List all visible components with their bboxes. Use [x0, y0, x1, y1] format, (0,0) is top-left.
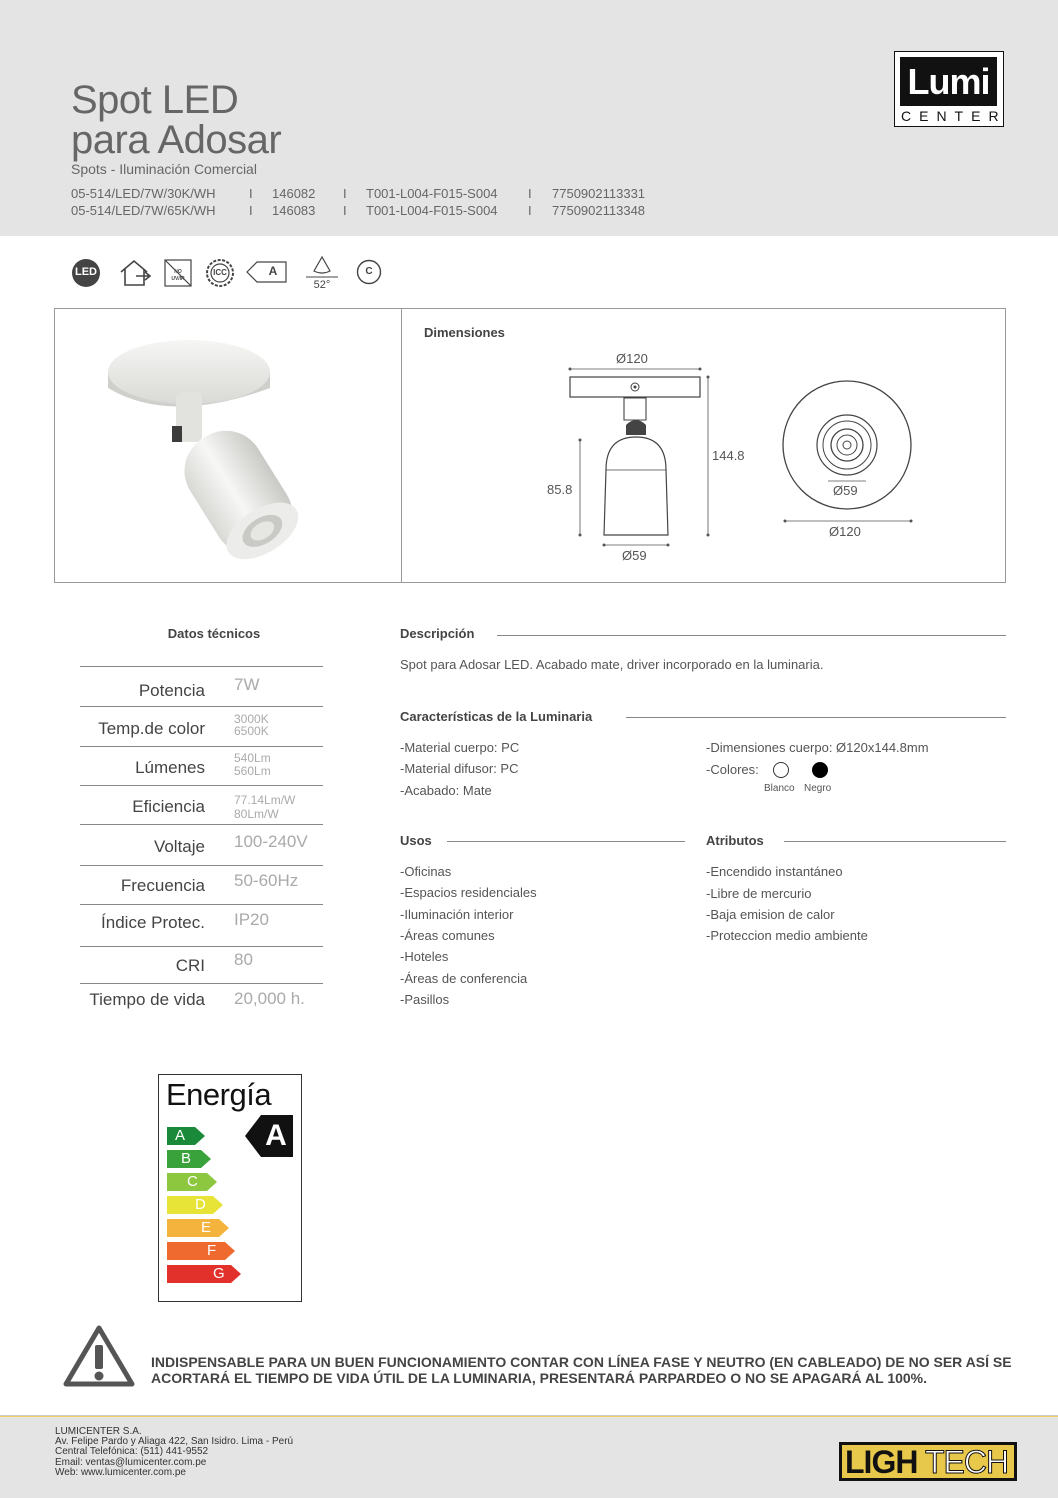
energy-class-bar	[167, 1242, 235, 1260]
separator: I	[343, 186, 347, 201]
separator: I	[528, 203, 532, 218]
feature-dimensions: -Dimensiones cuerpo: Ø120x144.8mm	[706, 740, 929, 755]
no-uv-ir-label: UV/IR	[171, 276, 185, 282]
tech-data-title: Datos técnicos	[167, 626, 261, 641]
c-label: C	[365, 266, 373, 277]
tech-value: 80	[234, 950, 253, 969]
separator: I	[528, 186, 532, 201]
tech-value: 80Lm/W	[234, 807, 279, 821]
tech-label: Lúmenes	[135, 758, 205, 777]
dimension-top-diameter: Ø120	[616, 351, 648, 366]
tech-label: Voltaje	[153, 837, 205, 856]
footer-address: Av. Felipe Pardo y Aliaga 422, San Isidro. Lima - Perú	[55, 1436, 294, 1447]
section-divider	[784, 841, 1006, 842]
lightech-logo-text: LIGH	[845, 1444, 918, 1480]
header	[0, 0, 1058, 236]
tech-value: IP20	[234, 910, 269, 929]
energy-class-label: G	[213, 1265, 225, 1282]
tech-value: 50-60Hz	[234, 871, 299, 890]
dimension-base-diameter: Ø120	[829, 524, 861, 539]
dimension-height-body: 85.8	[547, 482, 573, 497]
footer-email: Email: ventas@lumicenter.com.pe	[55, 1457, 207, 1468]
energy-class-bar	[167, 1150, 211, 1168]
led-icon-label: LED	[75, 266, 97, 278]
atributos-title: Atributos	[706, 833, 764, 848]
dimension-height-total: 144.8	[712, 448, 745, 463]
dimensions-title: Dimensiones	[424, 325, 505, 340]
atributos-item: -Encendido instantáneo	[706, 864, 843, 879]
model-code: 05-514/LED/7W/65K/WH	[71, 203, 216, 218]
tech-label: Potencia	[138, 681, 205, 700]
ean-code: 7750902113348	[552, 203, 646, 218]
color-white-label: Blanco	[764, 783, 795, 794]
footer-company: LUMICENTER S.A.	[55, 1426, 142, 1437]
icc-label: ICC	[213, 268, 227, 277]
energy-class-arrow	[167, 1219, 229, 1237]
product-subtitle: Spots - Iluminación Comercial	[71, 161, 257, 177]
no-uv-ir-icon	[163, 258, 193, 288]
lightech-logo	[839, 1442, 1017, 1481]
description-text: Spot para Adosar LED. Acabado mate, driver incorporado en la luminaria.	[400, 657, 824, 672]
energy-class-bar	[167, 1173, 217, 1191]
separator: I	[249, 203, 253, 218]
energy-class-bar	[167, 1219, 229, 1237]
energy-class-label: A	[268, 264, 278, 278]
features-title: Características de la Luminaria	[400, 709, 593, 724]
product-title-line1: Spot LED	[71, 78, 239, 122]
tech-label: CRI	[175, 956, 205, 975]
model-code: 05-514/LED/7W/30K/WH	[71, 186, 216, 201]
energy-class-label: C	[187, 1173, 198, 1190]
usos-item: -Hoteles	[400, 949, 449, 964]
tech-row	[80, 946, 323, 985]
usos-item: -Áreas comunes	[400, 928, 495, 943]
warning-line: INDISPENSABLE PARA UN BUEN FUNCIONAMIENTO CONTAR CON LÍNEA FASE Y NEUTRO (EN CABLEADO) DE NO SER ASÍ SE	[151, 1354, 1012, 1370]
c-certification-icon	[356, 259, 382, 285]
energy-class-label: D	[195, 1196, 206, 1213]
separator: I	[249, 186, 253, 201]
footer-phone: Central Telefónica: (511) 441-9552	[55, 1446, 209, 1457]
feature-item: -Material difusor: PC	[400, 761, 519, 776]
usos-item: -Áreas de conferencia	[400, 971, 528, 986]
footer-accent-line	[0, 1416, 1058, 1417]
energy-class-bar	[167, 1127, 205, 1145]
energy-class-icon	[246, 261, 288, 283]
color-black-label: Negro	[804, 783, 832, 794]
tech-row	[80, 746, 323, 785]
item-code: 146082	[272, 186, 316, 201]
dimension-bottom-diameter: Ø59	[622, 548, 647, 563]
logo-top-text: Lumi	[900, 57, 997, 106]
feature-item: -Acabado: Mate	[400, 783, 492, 798]
tech-value: 77.14Lm/W	[234, 793, 296, 807]
energy-title: Energía	[166, 1077, 272, 1112]
tech-value: 6500K	[234, 724, 269, 738]
section-divider	[447, 841, 685, 842]
atributos-item: -Libre de mercurio	[706, 886, 812, 901]
ean-code: 7750902113331	[552, 186, 646, 201]
energy-class-bar	[167, 1265, 241, 1283]
energy-class-label: F	[207, 1242, 217, 1259]
no-uv-ir-label: NO	[174, 269, 182, 275]
dimension-lens-diameter: Ø59	[833, 483, 858, 498]
tech-label: Eficiencia	[132, 797, 205, 816]
energy-class-arrow	[167, 1242, 235, 1260]
energy-class-bar	[167, 1196, 223, 1214]
tech-row	[80, 666, 323, 705]
tech-value: 7W	[234, 675, 260, 694]
atributos-item: -Proteccion medio ambiente	[706, 928, 868, 943]
beam-angle-icon	[304, 254, 340, 294]
tech-row	[80, 785, 323, 824]
tech-value: 560Lm	[234, 764, 271, 778]
atributos-item: -Baja emision de calor	[706, 907, 835, 922]
item-code: 146083	[272, 203, 316, 218]
usos-item: -Pasillos	[400, 992, 450, 1007]
tech-label: Temp.de color	[98, 719, 205, 738]
energy-label	[158, 1074, 302, 1302]
footer-web: Web: www.lumicenter.com.pe	[55, 1467, 186, 1478]
reference-code: T001-L004-F015-S004	[366, 203, 498, 218]
tech-label: Frecuencia	[120, 876, 205, 895]
tech-label: Tiempo de vida	[89, 990, 205, 1009]
section-divider	[626, 717, 1006, 718]
tech-row	[80, 706, 323, 745]
feature-colors-label: -Colores:	[706, 762, 759, 777]
icc-certification-icon	[205, 258, 235, 288]
description-title: Descripción	[400, 626, 475, 641]
warning-icon	[63, 1325, 135, 1387]
energy-rating-badge	[245, 1115, 293, 1157]
tech-row	[80, 983, 323, 1022]
energy-class-arrow	[167, 1127, 205, 1145]
usos-item: -Iluminación interior	[400, 907, 514, 922]
warning-text	[151, 1354, 1031, 1386]
tech-value: 3000K	[234, 712, 269, 726]
feature-item: -Material cuerpo: PC	[400, 740, 520, 755]
energy-class-arrow	[167, 1265, 241, 1283]
energy-rating-label: A	[265, 1119, 287, 1152]
led-icon	[71, 258, 101, 288]
color-swatch-black	[812, 762, 828, 778]
tech-row	[80, 824, 323, 863]
usos-item: -Espacios residenciales	[400, 885, 537, 900]
warning-line: ACORTARÁ EL TIEMPO DE VIDA ÚTIL DE LA LUMINARIA, PRESENTARÁ PARPARDEO O NO SE APAGARÁ AL 100%.	[151, 1370, 928, 1386]
indoor-house-icon	[118, 258, 154, 288]
tech-row	[80, 865, 323, 904]
product-title-line2: para Adosar	[71, 118, 282, 162]
energy-class-label: A	[175, 1127, 186, 1144]
logo-bottom-text: CENTER	[901, 108, 1007, 124]
color-swatch-white	[773, 762, 789, 778]
energy-class-label: B	[181, 1150, 192, 1167]
energy-class-label: E	[201, 1219, 212, 1236]
panel-divider	[401, 308, 402, 583]
tech-value: 100-240V	[234, 832, 308, 851]
usos-item: -Oficinas	[400, 864, 452, 879]
tech-row	[80, 904, 323, 947]
lumicenter-logo	[894, 51, 1007, 127]
tech-label: Índice Protec.	[101, 913, 205, 932]
section-divider	[497, 635, 1006, 636]
usos-title: Usos	[400, 833, 432, 848]
tech-value: 540Lm	[234, 751, 271, 765]
product-image	[100, 330, 330, 570]
separator: I	[343, 203, 347, 218]
tech-value: 20,000 h.	[234, 989, 305, 1008]
lightech-logo-text: TECH	[925, 1444, 1009, 1480]
reference-code: T001-L004-F015-S004	[366, 186, 498, 201]
beam-angle-label: 52°	[313, 279, 331, 291]
